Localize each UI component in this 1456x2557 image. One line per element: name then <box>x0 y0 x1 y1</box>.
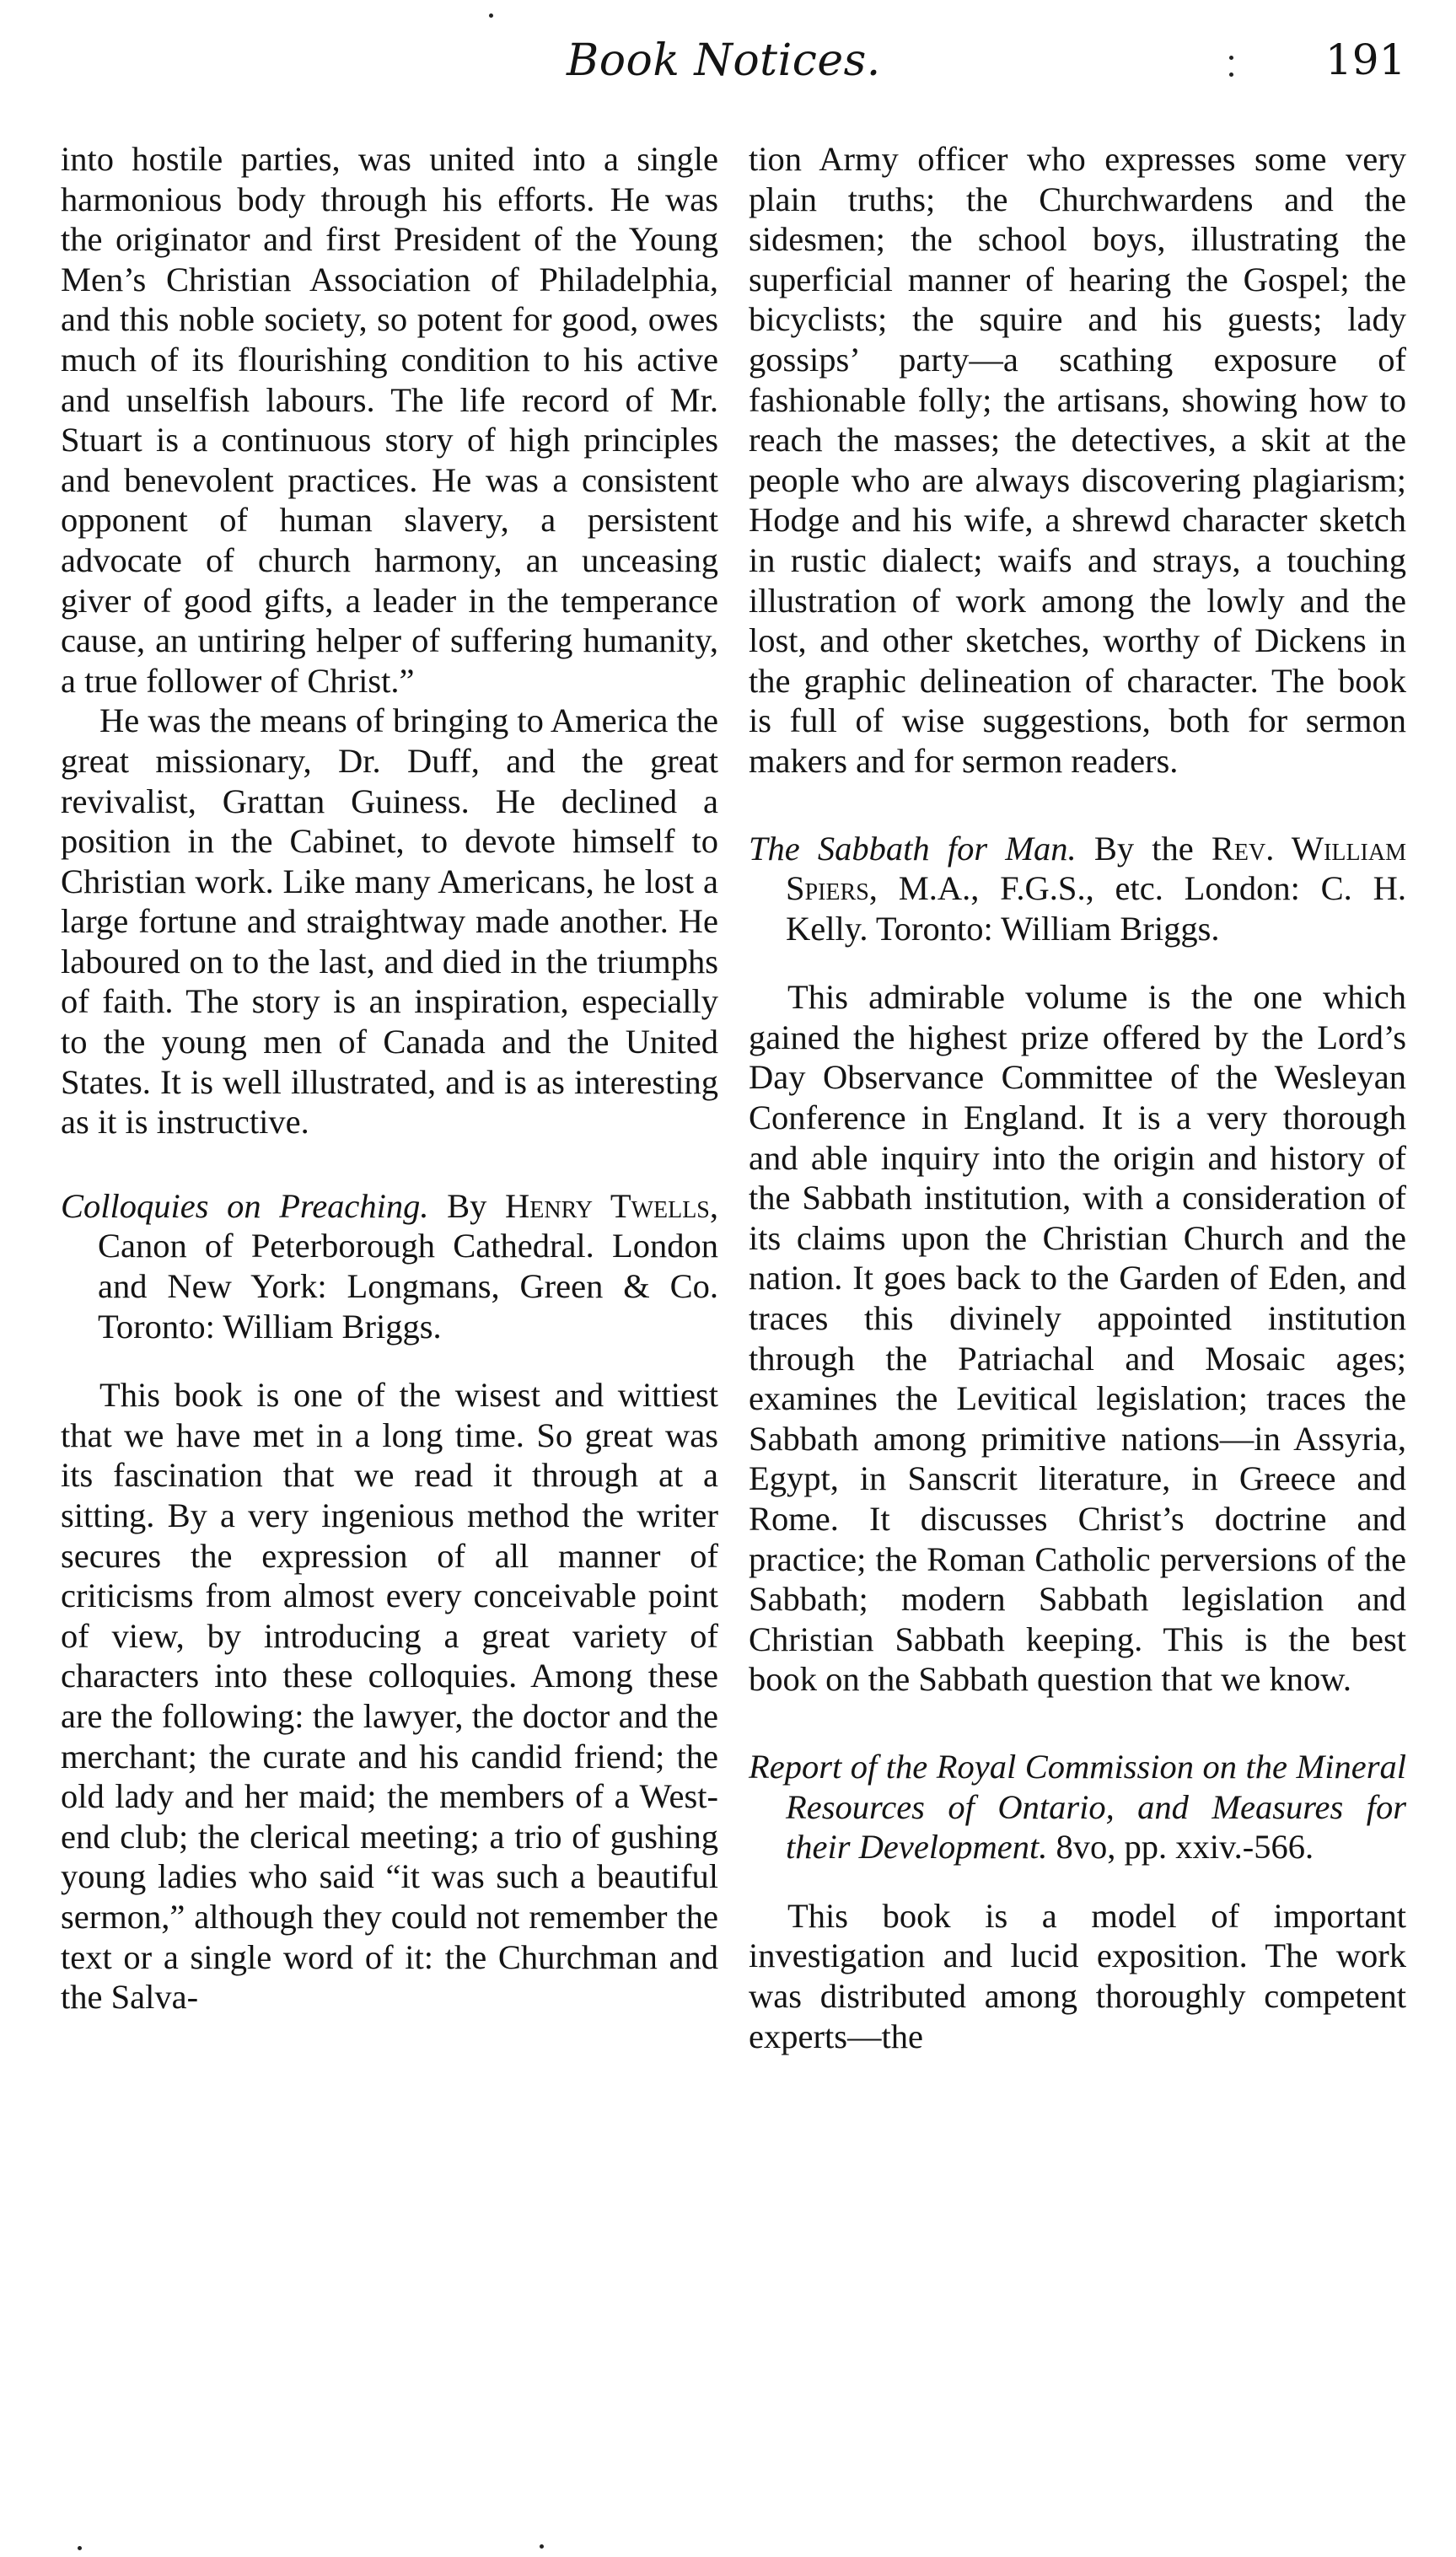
print-speck <box>78 2546 82 2550</box>
notice-by: By <box>447 1186 487 1225</box>
notice-publication: , M.A., F.G.S., etc. London: C. H. Kelly. Toronto: William Briggs. <box>786 869 1406 948</box>
notice-title: Report of the Royal Commission on the Mineral Resources of Ontario, and Measures for their Development. <box>749 1747 1406 1867</box>
running-head <box>0 35 1456 94</box>
left-column <box>61 139 718 2017</box>
notice-publication: 8vo, pp. xxiv.-566. <box>1056 1828 1314 1867</box>
paragraph-colloquies-review: This book is one of the wisest and wittiest that we have met in a long time. So great was its fascination that we read it through at a sitting. By a very ingenious method the writer secures the expression of all manner of criticisms from almost every conceivable point of view, by introducing a great variety of characters into these colloquies. Among these are the following: the lawyer, the doctor and the merchant; the curate and his candid friend; the old lady and her maid; the members of a West-end club; the clerical meeting; a trio of gushing young ladies who said “it was such a beautiful sermon,” although they could not remember the text or a single word of it: the Churchman and the Salva- <box>61 1376 718 2017</box>
paragraph-report-review: This book is a model of important investigation and lucid exposition. The work was distributed among thoroughly competent experts—the <box>749 1896 1406 2055</box>
notice-publication: , Canon of Peterborough Cathedral. London and New York: Longmans, Green & Co. Toronto: William Briggs. <box>98 1186 719 1346</box>
notice-title: The Sabbath for Man. <box>749 829 1077 868</box>
notice-author: Henry Twells <box>505 1186 710 1225</box>
notice-title: Colloquies on Preaching. <box>61 1186 429 1225</box>
print-speck <box>540 2544 544 2549</box>
paragraph-stuart-continued: into hostile parties, was united into a single harmonious body through his efforts. He was the originator and first President of the Young Men’s Christian Association of Philadelphia, and this noble society, so potent for good, owes much of its flourishing condition to his active and unselfish labours. The life record of Mr. Stuart is a continuous story of high principles and benevolent practices. He was a consistent opponent of human slavery, a persistent advocate of church harmony, an unceasing giver of good gifts, a leader in the temperance cause, an untiring helper of suffering humanity, a true follower of Christ.” <box>61 140 718 700</box>
notice-by: By the <box>1093 829 1194 868</box>
print-speck <box>1229 56 1233 60</box>
paragraph-stuart-life: He was the means of bringing to America the great missionary, Dr. Duff, and the great revivalist, Grattan Guiness. He declined a position in the Cabinet, to devote himself to Christian work. Like many Americans, he lost a large fortune and straightway made another. He laboured on to the last, and died in the triumphs of faith. The story is an inspiration, especially to the young men of Canada and the United States. It is well illustrated, and is as interesting as it is instructive. <box>61 701 718 1142</box>
print-speck <box>489 13 493 18</box>
page-number: 191 <box>1325 35 1406 84</box>
paragraph-sabbath-review: This admirable volume is the one which gained the highest prize offered by the Lord’s Day Observance Committee of the Wesleyan Conference in England. It is a very thorough and able inquiry into the origin and history of the Sabbath institution, with a consideration of its claims upon the Christian Church and the nation. It goes back to the Garden of Eden, and traces this divinely appointed institution through the Patriachal and Mosaic ages; examines the Levitical legislation; traces the Sabbath among primitive nations—in Assyria, Egypt, in Sanscrit literature, in Greece and Rome. It discusses Christ’s doctrine and practice; the Roman Catholic perversions of the Sabbath; modern Sabbath legislation and Christian Sabbath keeping. This is the best book on the Sabbath question that we know. <box>749 978 1406 1699</box>
notice-author: Rev. William Spiers <box>786 829 1407 908</box>
paragraph-colloquies-continued: tion Army officer who expresses some very plain truths; the Churchwardens and the sidesmen; the school boys, illustrating the superficial manner of hearing the Gospel; the bicyclists; the squire and his guests; lady gossips’ party—a scathing exposure of fashionable folly; the artisans, showing how to reach the masses; the detectives, a skit at the people who are always discovering plagiarism; Hodge and his wife, a shrewd character sketch in rustic dialect; waifs and strays, a touching illustration of work among the lowly and the lost, and other sketches, worthy of Dickens in the graphic delineation of character. The book is full of wise suggestions, both for sermon makers and for sermon readers. <box>749 140 1406 780</box>
notice-royal-commission-report <box>749 1747 1406 1867</box>
print-speck <box>1229 73 1233 77</box>
right-column <box>749 139 1406 2056</box>
notice-colloquies-on-preaching <box>61 1186 718 1346</box>
notice-sabbath-for-man <box>749 829 1406 949</box>
running-title: Book Notices. <box>567 35 881 86</box>
